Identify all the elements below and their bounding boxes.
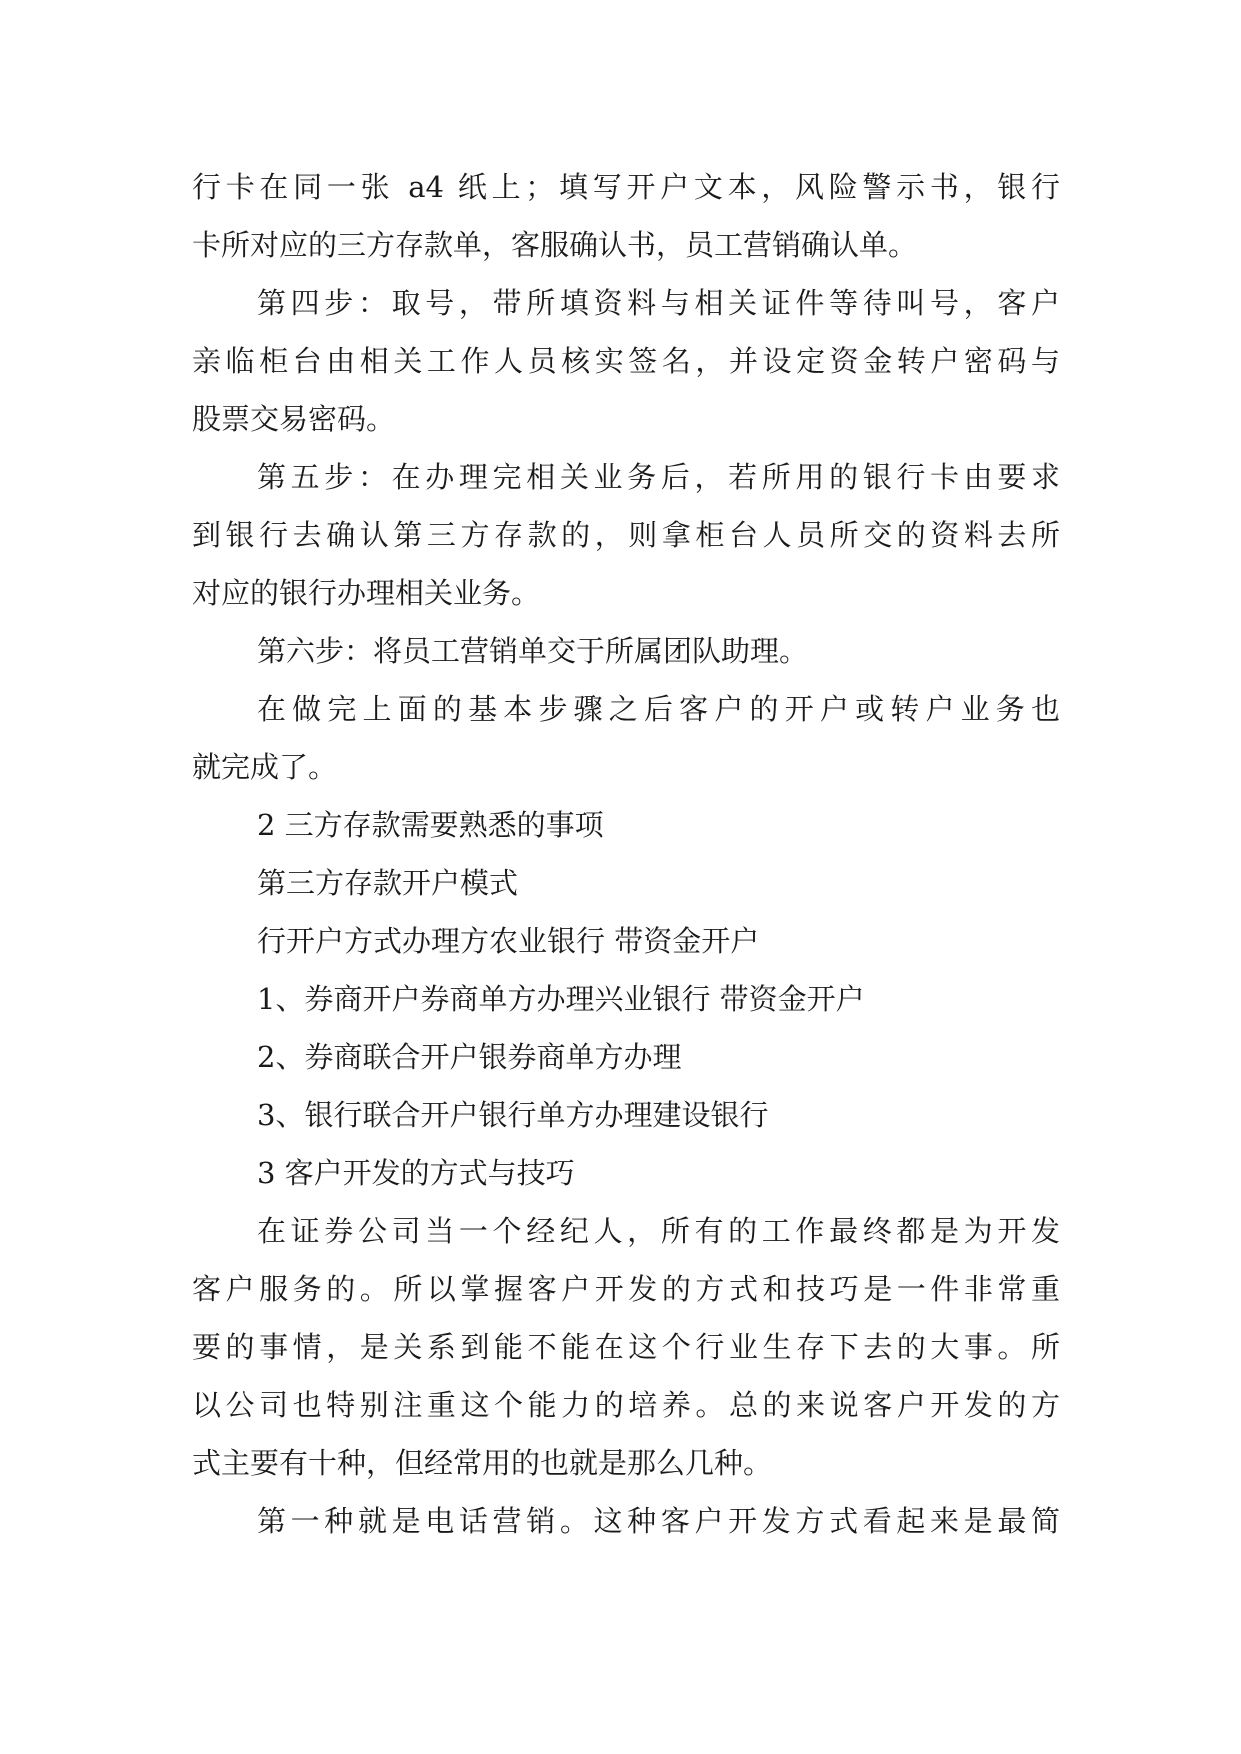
text-line: 第四步：取号，带所填资料与相关证件等待叫号，客户 xyxy=(257,286,1060,320)
text-line: 式主要有十种，但经常用的也就是那么几种。 xyxy=(192,1446,773,1480)
text-line: 亲临柜台由相关工作人员核实签名，并设定资金转户密码与 xyxy=(192,344,1060,378)
document-body xyxy=(192,158,1060,1550)
text-line: 要的事情，是关系到能不能在这个行业生存下去的大事。所 xyxy=(192,1330,1060,1364)
section-heading: 3 客户开发的方式与技巧 xyxy=(257,1156,575,1190)
text-line: 就完成了。 xyxy=(192,750,338,784)
text-line: 到银行去确认第三方存款的，则拿柜台人员所交的资料去所 xyxy=(192,518,1060,552)
text-line: 在做完上面的基本步骤之后客户的开户或转户业务也 xyxy=(257,692,1060,726)
text-line: 在证券公司当一个经纪人，所有的工作最终都是为开发 xyxy=(257,1214,1060,1248)
list-item: 1、券商开户券商单方办理兴业银行 带资金开户 xyxy=(257,982,865,1016)
text-line: 行卡在同一张 a4 纸上；填写开户文本，风险警示书，银行 xyxy=(192,170,1060,204)
text-line: 股票交易密码。 xyxy=(192,402,396,436)
text-line: 对应的银行办理相关业务。 xyxy=(192,576,541,610)
text-line: 以公司也特别注重这个能力的培养。总的来说客户开发的方 xyxy=(192,1388,1060,1422)
section-heading: 2 三方存款需要熟悉的事项 xyxy=(257,808,604,842)
text-line: 第六步：将员工营销单交于所属团队助理。 xyxy=(257,634,809,668)
text-line: 客户服务的。所以掌握客户开发的方式和技巧是一件非常重 xyxy=(192,1272,1060,1306)
text-line: 第五步：在办理完相关业务后，若所用的银行卡由要求 xyxy=(257,460,1060,494)
text-line: 第三方存款开户模式 xyxy=(257,866,519,900)
list-item: 2、券商联合开户银券商单方办理 xyxy=(257,1040,682,1074)
list-item: 3、银行联合开户银行单方办理建设银行 xyxy=(257,1098,769,1132)
text-line: 行开户方式办理方农业银行 带资金开户 xyxy=(257,924,760,958)
text-line: 卡所对应的三方存款单，客服确认书，员工营销确认单。 xyxy=(192,228,918,262)
text-line: 第一种就是电话营销。这种客户开发方式看起来是最简 xyxy=(257,1504,1060,1538)
